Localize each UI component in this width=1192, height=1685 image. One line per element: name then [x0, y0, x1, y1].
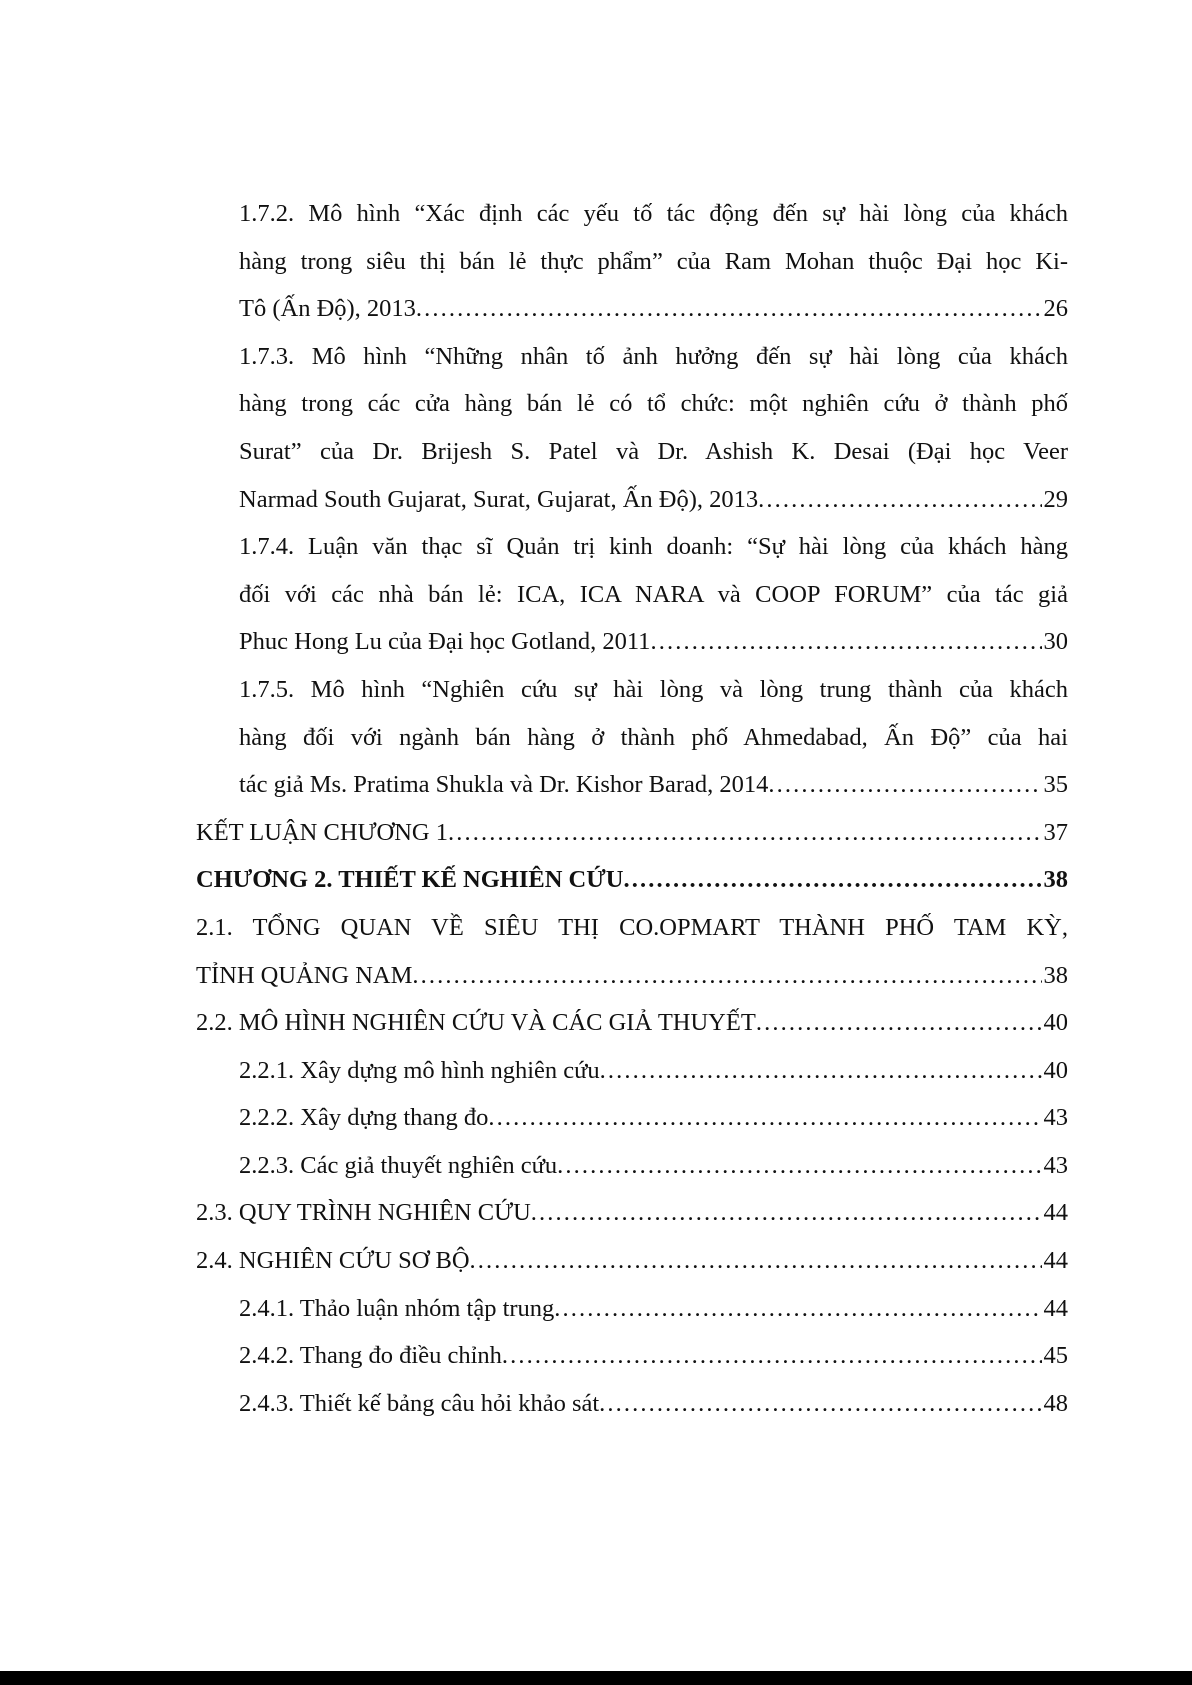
toc-entry-last-line: [196, 1189, 1068, 1237]
toc-entry-text-line: 1.7.3. Mô hình “Những nhân tố ảnh hưởng đến sự hài lòng của khách: [239, 342, 1068, 370]
dot-leader: [416, 285, 1042, 333]
toc-page-number: 30: [1043, 628, 1068, 656]
toc-page-number: 35: [1043, 771, 1068, 799]
toc-entry-text-line: hàng trong siêu thị bán lẻ thực phẩm” của Ram Mohan thuộc Đại học Ki-: [239, 247, 1068, 275]
toc-entry-text-line: 2.4.3. Thiết kế bảng câu hỏi khảo sát: [239, 1389, 600, 1417]
dot-leader: [557, 1142, 1041, 1190]
toc-entry-1-7-5[interactable]: [196, 666, 1068, 809]
toc-entry-chuong-2[interactable]: [196, 856, 1068, 904]
toc-entry-text-line: tác giả Ms. Pratima Shukla và Dr. Kishor Barad, 2014: [239, 771, 769, 799]
toc-entry-2-4[interactable]: [196, 1237, 1068, 1285]
toc-entry-2-4-2[interactable]: [196, 1332, 1068, 1380]
toc-entry-text-line: 2.2.1. Xây dựng mô hình nghiên cứu: [239, 1056, 600, 1084]
toc-page-number: 40: [1043, 1056, 1068, 1084]
toc-entry-last-line: [196, 1047, 1068, 1095]
toc-entry-text-line: hàng trong các cửa hàng bán lẻ có tổ chức: một nghiên cứu ở thành phố: [239, 390, 1068, 418]
toc-page-number: 44: [1043, 1247, 1068, 1275]
toc-page-number: 38: [1043, 866, 1068, 894]
toc-entry-text-line: đối với các nhà bán lẻ: ICA, ICA NARA và COOP FORUM” của tác giả: [239, 580, 1068, 608]
dot-leader: [768, 761, 1041, 809]
dot-leader: [599, 1380, 1041, 1428]
toc-entry-text-line: 2.3. QUY TRÌNH NGHIÊN CỨU: [196, 1199, 531, 1227]
dot-leader: [554, 1285, 1041, 1333]
toc-entry-last-line: [196, 618, 1068, 666]
toc-entry-text-line: 1.7.5. Mô hình “Nghiên cứu sự hài lòng và lòng trung thành của khách: [239, 675, 1068, 703]
toc-entry-last-line: [196, 1237, 1068, 1285]
toc-entry-2-2-2[interactable]: [196, 1094, 1068, 1142]
toc-entry-1-7-4[interactable]: [196, 523, 1068, 666]
toc-page-number: 40: [1043, 1009, 1068, 1037]
dot-leader: [600, 1047, 1042, 1095]
toc-entry-last-line: [196, 1142, 1068, 1190]
toc-entry-text-line: Surat” của Dr. Brijesh S. Patel và Dr. Ashish K. Desai (Đại học Veer: [239, 437, 1068, 465]
toc-entry-text-line: 2.4. NGHIÊN CỨU SƠ BỘ: [196, 1247, 470, 1275]
dot-leader: [412, 952, 1041, 1000]
toc-entry-text-line: 2.2. MÔ HÌNH NGHIÊN CỨU VÀ CÁC GIẢ THUYẾT: [196, 1009, 756, 1037]
dot-leader: [448, 809, 1042, 857]
toc-entry-text-line: 1.7.2. Mô hình “Xác định các yếu tố tác động đến sự hài lòng của khách: [239, 200, 1068, 227]
toc-entry-text-line: Phuc Hong Lu của Đại học Gotland, 2011: [239, 628, 651, 656]
toc-page-number: 37: [1043, 818, 1068, 846]
toc-entry-text-line: 1.7.4. Luận văn thạc sĩ Quản trị kinh doanh: “Sự hài lòng của khách hàng: [239, 533, 1068, 561]
toc-entry-text-line: TỈNH QUẢNG NAM: [196, 961, 413, 989]
toc-entry-text-line: CHƯƠNG 2. THIẾT KẾ NGHIÊN CỨU: [196, 866, 624, 894]
toc-page-number: 44: [1043, 1294, 1068, 1322]
toc-entry-text-line: 2.4.2. Thang đo điều chỉnh: [239, 1342, 502, 1370]
dot-leader: [470, 1237, 1042, 1285]
toc-entry-last-line: [196, 856, 1068, 904]
toc-entry-2-4-3[interactable]: [196, 1380, 1068, 1428]
toc-entry-last-line: [196, 952, 1068, 1000]
toc-page-number: 43: [1043, 1151, 1068, 1179]
toc-entry-last-line: [196, 809, 1068, 857]
toc-entry-2-3[interactable]: [196, 1189, 1068, 1237]
toc-entry-last-line: [196, 476, 1068, 524]
dot-leader: [756, 999, 1042, 1047]
dot-leader: [502, 1332, 1042, 1380]
toc-page-number: 43: [1043, 1104, 1068, 1132]
dot-leader: [488, 1094, 1041, 1142]
toc-entry-last-line: [196, 999, 1068, 1047]
toc-entry-text-line: 2.4.1. Thảo luận nhóm tập trung: [239, 1294, 555, 1322]
toc-entry-text-line: 2.2.3. Các giả thuyết nghiên cứu: [239, 1151, 558, 1179]
toc-entry-last-line: [196, 1332, 1068, 1380]
toc-entry-2-1[interactable]: [196, 904, 1068, 999]
dot-leader: [650, 618, 1041, 666]
toc-page-number: 26: [1043, 295, 1068, 323]
toc-entry-last-line: [196, 1380, 1068, 1428]
toc-entry-text-line: 2.2.2. Xây dựng thang đo: [239, 1104, 489, 1132]
toc-entry-text-line: Narmad South Gujarat, Surat, Gujarat, Ấn Độ), 2013: [239, 485, 759, 513]
toc-entry-2-2-1[interactable]: [196, 1047, 1068, 1095]
page-bottom-edge: [0, 1671, 1192, 1685]
toc-entry-text-line: 2.1. TỔNG QUAN VỀ SIÊU THỊ CO.OPMART THÀNH PHỐ TAM KỲ,: [196, 913, 1068, 941]
dot-leader: [623, 856, 1041, 904]
toc-entry-text-line: Tô (Ấn Độ), 2013: [239, 295, 416, 323]
toc-entry-1-7-3[interactable]: [196, 333, 1068, 523]
table-of-contents: [196, 190, 1068, 1427]
toc-entry-last-line: [196, 1285, 1068, 1333]
toc-page-number: 38: [1043, 961, 1068, 989]
toc-entry-1-7-2[interactable]: [196, 190, 1068, 333]
toc-entry-last-line: [196, 1094, 1068, 1142]
toc-entry-last-line: [196, 285, 1068, 333]
dot-leader: [758, 476, 1041, 524]
toc-entry-2-2[interactable]: [196, 999, 1068, 1047]
toc-page-number: 29: [1043, 485, 1068, 513]
dot-leader: [531, 1189, 1042, 1237]
toc-page-number: 44: [1043, 1199, 1068, 1227]
toc-page-number: 45: [1043, 1342, 1068, 1370]
toc-entry-text-line: hàng đối với ngành bán hàng ở thành phố Ahmedabad, Ấn Độ” của hai: [239, 723, 1068, 751]
toc-entry-2-4-1[interactable]: [196, 1285, 1068, 1333]
toc-entry-last-line: [196, 761, 1068, 809]
toc-entry-text-line: KẾT LUẬN CHƯƠNG 1: [196, 818, 448, 846]
toc-page-number: 48: [1043, 1389, 1068, 1417]
toc-entry-ket-luan-chuong-1[interactable]: [196, 809, 1068, 857]
toc-entry-2-2-3[interactable]: [196, 1142, 1068, 1190]
